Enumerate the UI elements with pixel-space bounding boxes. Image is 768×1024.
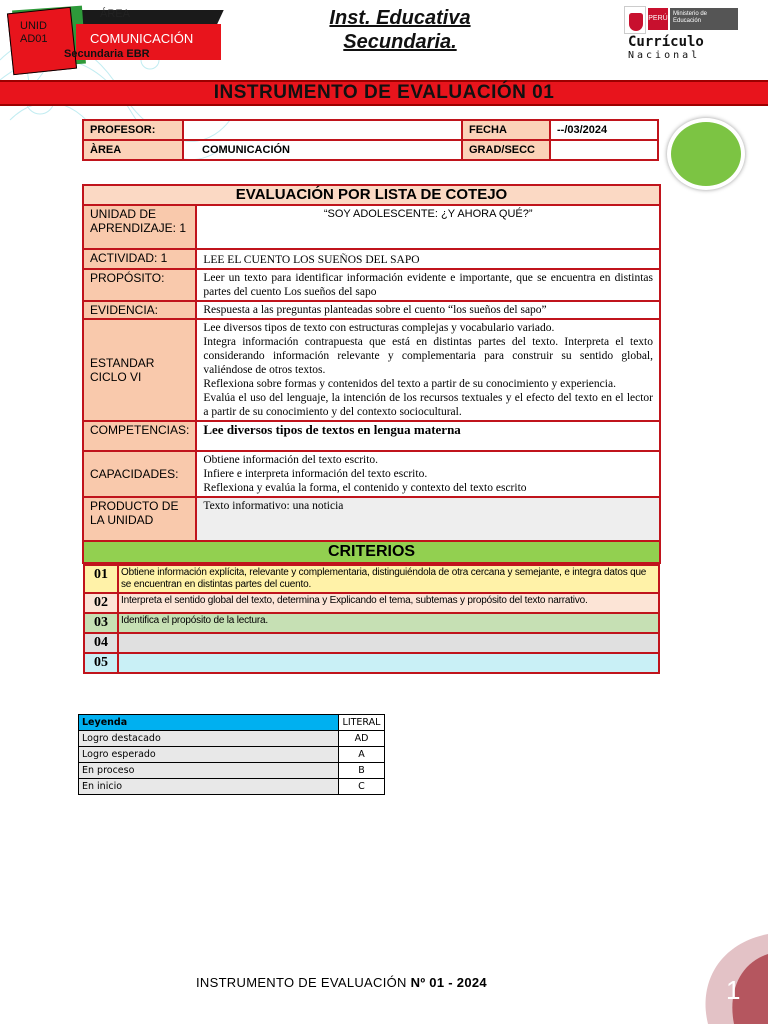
legend-label: En proceso xyxy=(79,763,339,779)
logo-ministry: Ministerio de Educación xyxy=(670,8,738,30)
capacidad-line: Obtiene información del texto escrito. xyxy=(203,454,379,466)
legend-label: Logro destacado xyxy=(79,731,339,747)
criteria-text: Identifica el propósito de la lectura. xyxy=(118,613,659,633)
legend-literal: B xyxy=(339,763,385,779)
logo-title: Currículo xyxy=(628,34,704,50)
badge-level-label: Secundaria EBR xyxy=(64,48,150,60)
capacidad-line: Infiere e interpreta información del texto escrito. xyxy=(203,468,428,480)
footer-text xyxy=(196,975,487,990)
unidad-label: UNIDAD DE APRENDIZAJE: 1 xyxy=(83,205,196,249)
estandar-line: Reflexiona sobre formas y contenidos del texto a partir de su conocimiento y experiencia. xyxy=(203,378,616,390)
producto-label: PRODUCTO DE LA UNIDAD xyxy=(83,497,196,541)
criteria-row xyxy=(84,633,659,653)
criteria-number: 01 xyxy=(84,565,118,593)
criteria-number: 05 xyxy=(84,653,118,673)
criteria-table xyxy=(83,564,660,674)
fecha-label: FECHA xyxy=(462,120,550,140)
legend-row xyxy=(79,747,385,763)
legend-header-label: Leyenda xyxy=(79,715,339,731)
logo-subtitle: Nacional xyxy=(628,50,701,61)
decorative-corner-bottom-right xyxy=(638,934,768,1024)
legend-literal: AD xyxy=(339,731,385,747)
area-label: ÀREA xyxy=(83,140,183,160)
info-table xyxy=(82,119,659,161)
logo-country: PERÚ xyxy=(648,8,668,30)
capacidades-value xyxy=(196,451,660,497)
legend-literal: C xyxy=(339,779,385,795)
criteria-text: Obtiene información explícita, relevante y complementaria, distinguiéndola de otra cercana y semejante, e integra datos que se encuentran en distintas partes del cuento. xyxy=(118,565,659,593)
unidad-value: “SOY ADOLESCENTE: ¿Y AHORA QUÉ?” xyxy=(196,205,660,249)
criteria-number: 04 xyxy=(84,633,118,653)
competencias-label: COMPETENCIAS: xyxy=(83,421,196,451)
capacidad-line: Reflexiona y evalúa la forma, el contenido y contexto del texto escrito xyxy=(203,482,527,494)
footer-number: Nº 01 - 2024 xyxy=(410,975,487,990)
legend-label: Logro esperado xyxy=(79,747,339,763)
unit-badge xyxy=(8,6,223,70)
actividad-value: LEE EL CUENTO LOS SUEÑOS DEL SAPO xyxy=(196,249,660,269)
page-number: 1 xyxy=(726,975,741,1005)
score-circle xyxy=(667,118,745,190)
legend-row xyxy=(79,763,385,779)
fecha-field[interactable]: --/03/2024 xyxy=(550,120,658,140)
criteria-text[interactable] xyxy=(118,653,659,673)
legend-row xyxy=(79,731,385,747)
badge-subject-label: COMUNICACIÓN xyxy=(90,31,194,46)
criteria-row xyxy=(84,593,659,613)
evaluation-heading: EVALUACIÓN POR LISTA DE COTEJO xyxy=(83,185,660,205)
profesor-label: PROFESOR: xyxy=(83,120,183,140)
capacidades-label: CAPACIDADES: xyxy=(83,451,196,497)
estandar-line: Integra información contrapuesta que está en distintas partes del texto. Interpreta el texto considerando información relevante y complementaria para construir su sentido global, valiéndose de otros textos. xyxy=(203,336,653,376)
footer-prefix: INSTRUMENTO DE EVALUACIÓN xyxy=(196,975,411,990)
criteria-text: Interpreta el sentido global del texto, determina y Explicando el tema, subtemas y propósito del texto narrativo. xyxy=(118,593,659,613)
estandar-value xyxy=(196,319,660,421)
proposito-value: Leer un texto para identificar información evidente e importante, que se encuentra en distintas partes del cuento Los sueños del sapo xyxy=(196,269,660,301)
criteria-number: 03 xyxy=(84,613,118,633)
criteria-row xyxy=(84,613,659,633)
estandar-label: ESTANDAR CICLO VI xyxy=(83,319,196,421)
criteria-heading: CRITERIOS xyxy=(83,541,660,563)
criteria-row xyxy=(84,653,659,673)
legend-table xyxy=(78,714,385,795)
evidencia-value: Respuesta a las preguntas planteadas sobre el cuento “los sueños del sapo” xyxy=(196,301,660,319)
legend-literal: A xyxy=(339,747,385,763)
producto-value: Texto informativo: una noticia xyxy=(196,497,660,541)
grado-label: GRAD/SECC xyxy=(462,140,550,160)
profesor-field[interactable] xyxy=(183,120,462,140)
page-title: INSTRUMENTO DE EVALUACIÓN 01 xyxy=(0,80,768,106)
legend-row xyxy=(79,779,385,795)
legend-label: En inicio xyxy=(79,779,339,795)
estandar-line: Lee diversos tipos de texto con estructuras complejas y vocabulario variado. xyxy=(203,322,555,334)
actividad-label: ACTIVIDAD: 1 xyxy=(83,249,196,269)
grado-field[interactable] xyxy=(550,140,658,160)
criteria-number: 02 xyxy=(84,593,118,613)
evaluation-table xyxy=(82,184,661,674)
badge-unit-label: UNID AD01 xyxy=(20,20,48,45)
badge-area-label: ÁREA xyxy=(100,8,130,20)
legend-header-literal: LITERAL xyxy=(339,715,385,731)
curriculo-nacional-logo xyxy=(624,4,740,64)
proposito-label: PROPÓSITO: xyxy=(83,269,196,301)
school-name: Inst. Educativa Secundaria. xyxy=(329,7,471,53)
area-field[interactable]: COMUNICACIÓN xyxy=(183,140,462,160)
criteria-text[interactable] xyxy=(118,633,659,653)
estandar-line: Evalúa el uso del lenguaje, la intención de los recursos textuales y el efecto del texto en el lector a partir de su conocimiento y del contexto sociocultural. xyxy=(203,392,653,418)
coat-of-arms-icon xyxy=(624,6,646,34)
evidencia-label: EVIDENCIA: xyxy=(83,301,196,319)
criteria-row xyxy=(84,565,659,593)
competencias-value: Lee diversos tipos de textos en lengua materna xyxy=(196,421,660,451)
